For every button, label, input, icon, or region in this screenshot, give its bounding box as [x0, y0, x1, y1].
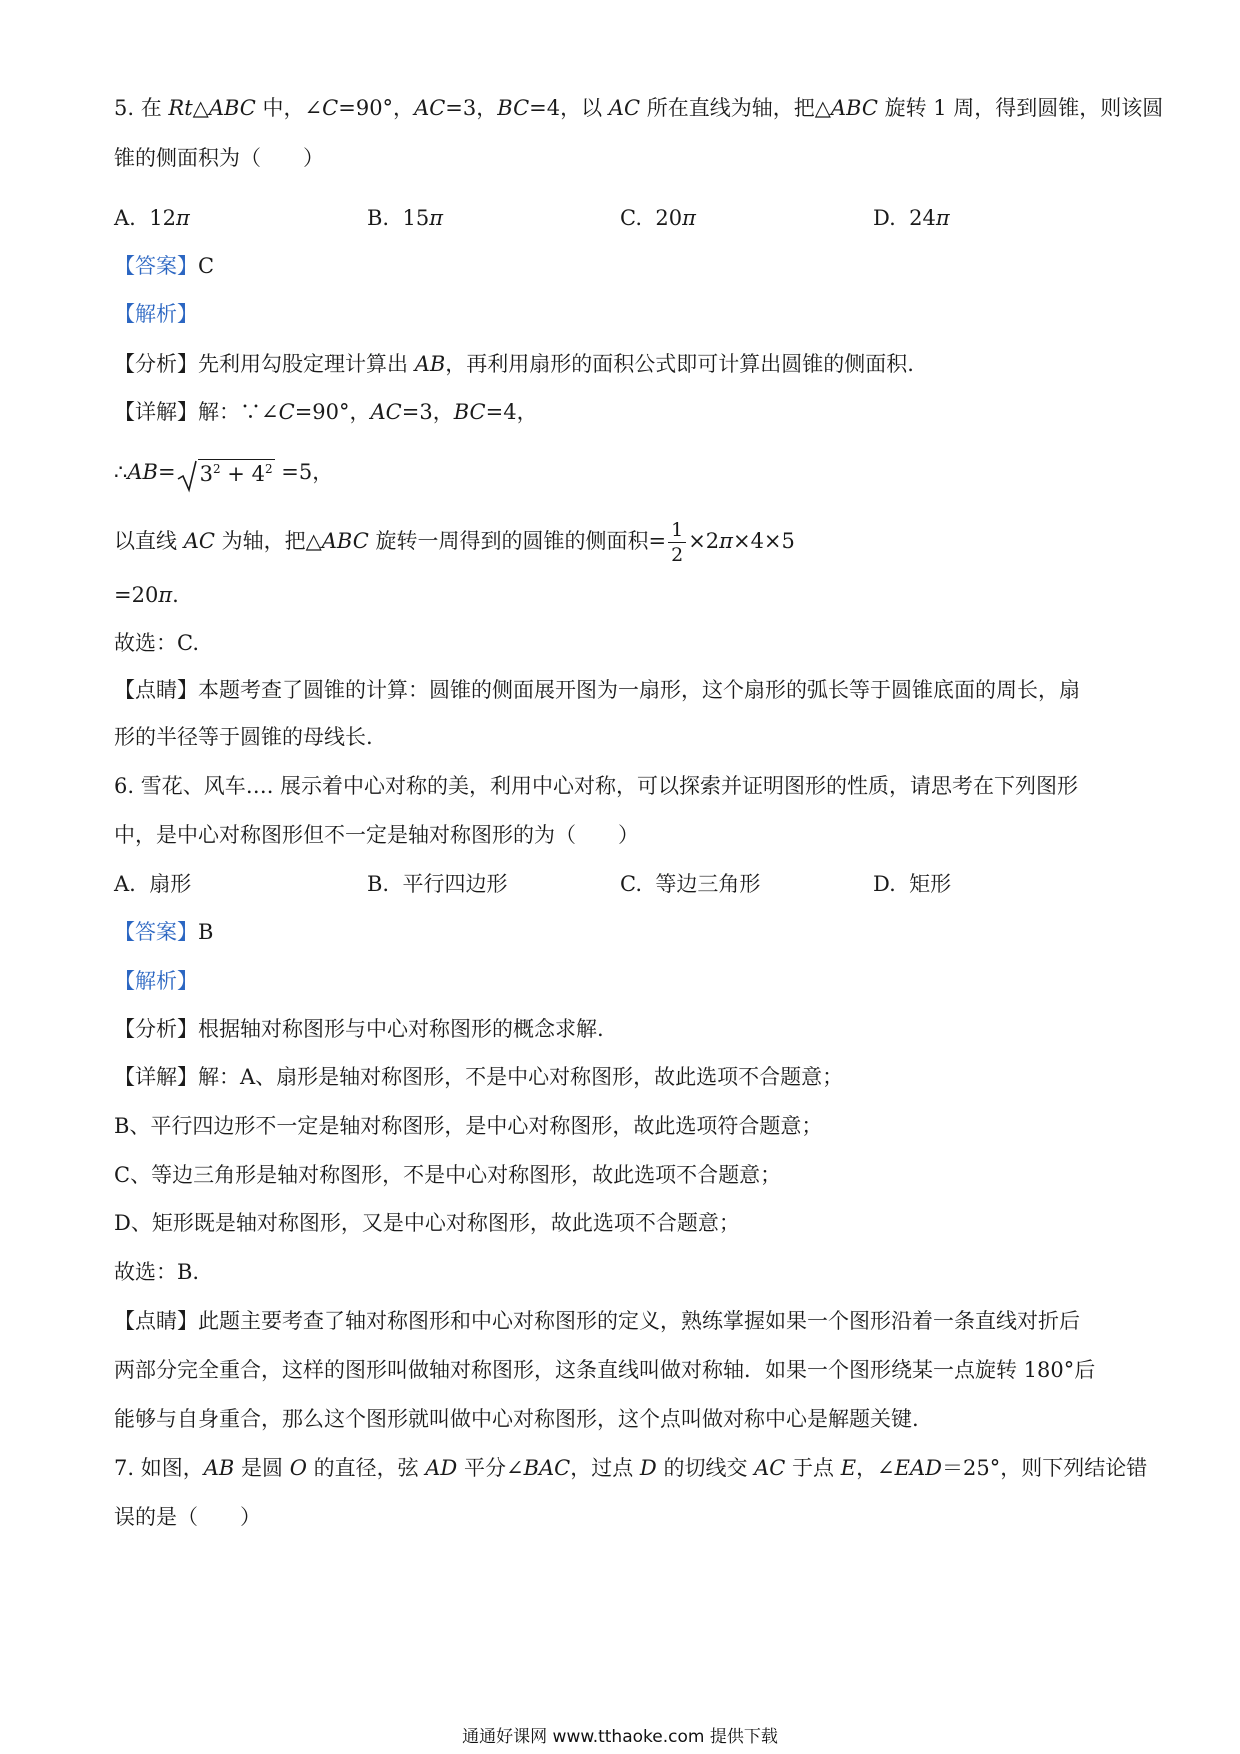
q6-option-c[interactable]: C. 等边三角形 [620, 872, 761, 896]
sqrt-expression: $3^2 + 4^2$ [176, 454, 275, 493]
q6-stem-line2: 中，是中心对称图形但不一定是轴对称图形的为（ ） [114, 823, 639, 847]
radical-sign [176, 459, 198, 493]
answer-value: B [198, 920, 214, 944]
q5-result: =20π. [114, 583, 179, 607]
answer-value: C [198, 254, 215, 278]
q5-stem-line1: 5. 在 Rt△ABC 中，∠C=90°，AC=3，BC=4，以 AC 所在直线为轴，把△ABC 旋转 1 周，得到圆锥，则该圆 [114, 96, 1164, 120]
q6-option-a[interactable]: A. 扇形 [114, 872, 192, 896]
fraction-one-half: $\frac{1}{2}$ [668, 518, 686, 567]
q5-jiexi: 【解析】 [114, 302, 198, 326]
q5-fenxi: 【分析】先利用勾股定理计算出 AB，再利用扇形的面积公式即可计算出圆锥的侧面积. [114, 352, 914, 376]
q5-dianjing-line2: 形的半径等于圆锥的母线长. [114, 725, 373, 749]
q5-dianjing-line1: 【点睛】本题考查了圆锥的计算：圆锥的侧面展开图为一扇形，这个扇形的弧长等于圆锥底面的周长，扇 [114, 678, 1080, 702]
q6-line-b: B、平行四边形不一定是轴对称图形，是中心对称图形，故此选项符合题意； [114, 1114, 823, 1138]
q6-guxuan: 故选：B. [114, 1260, 200, 1284]
footer-watermark: 通通好课网 www.tthaoke.com 提供下载 [462, 1727, 778, 1747]
answer-tag: 【答案】 [114, 254, 198, 278]
q6-fenxi: 【分析】根据轴对称图形与中心对称图形的概念求解. [114, 1017, 604, 1041]
q6-line-c: C、等边三角形是轴对称图形，不是中心对称图形，故此选项不合题意； [114, 1163, 782, 1187]
q5-calc-ab: ∴AB= $3^2 + 4^2 =5$， [114, 454, 333, 493]
q6-dianjing-line3: 能够与自身重合，那么这个图形就叫做中心对称图形，这个点叫做对称中心是解题关键. [114, 1407, 919, 1431]
q6-dianjing-line1: 【点睛】此题主要考查了轴对称图形和中心对称图形的定义，熟练掌握如果一个图形沿着一条直线对折后 [114, 1309, 1080, 1333]
q5-answer [114, 251, 214, 281]
q6-option-d[interactable]: D. 矩形 [873, 872, 952, 896]
q6-answer [114, 917, 213, 947]
q5-option-b[interactable]: B. 15π [367, 206, 444, 230]
q5-xiangjie: 【详解】解：∵∠C=90°，AC=3，BC=4， [114, 400, 538, 424]
q6-line-d: D、矩形既是轴对称图形，又是中心对称图形，故此选项不合题意； [114, 1211, 740, 1235]
answer-tag: 【答案】 [114, 920, 198, 944]
q7-stem-line2: 误的是（ ） [114, 1505, 261, 1529]
q5-stem-line2: 锥的侧面积为（ ） [114, 146, 324, 170]
q6-xiangjie: 【详解】解：A、扇形是轴对称图形，不是中心对称图形，故此选项不合题意； [114, 1065, 844, 1089]
q5-option-c[interactable]: C. 20π [620, 206, 696, 230]
q5-guxuan: 故选：C. [114, 631, 199, 655]
q6-stem-line1: 6. 雪花、风车…. 展示着中心对称的美，利用中心对称，可以探索并证明图形的性质，请思考在下列图形 [114, 774, 1079, 798]
q5-option-d[interactable]: D. 24π [873, 206, 950, 230]
q6-dianjing-line2: 两部分完全重合，这样的图形叫做轴对称图形，这条直线叫做对称轴．如果一个图形绕某一点旋转 180°后 [114, 1358, 1096, 1382]
q5-calc-area: 以直线 AC 为轴，把△ABC 旋转一周得到的圆锥的侧面积= $\frac{1}{2}$ ×2π×4×5 [114, 519, 795, 566]
q6-jiexi: 【解析】 [114, 969, 198, 993]
q5-option-a[interactable]: A. 12π [114, 206, 190, 230]
q7-stem-line1: 7. 如图，AB 是圆 O 的直径，弦 AD 平分∠BAC，过点 D 的切线交 AC 于点 E，∠EAD＝25°，则下列结论错 [114, 1456, 1148, 1480]
q6-option-b[interactable]: B. 平行四边形 [367, 872, 508, 896]
